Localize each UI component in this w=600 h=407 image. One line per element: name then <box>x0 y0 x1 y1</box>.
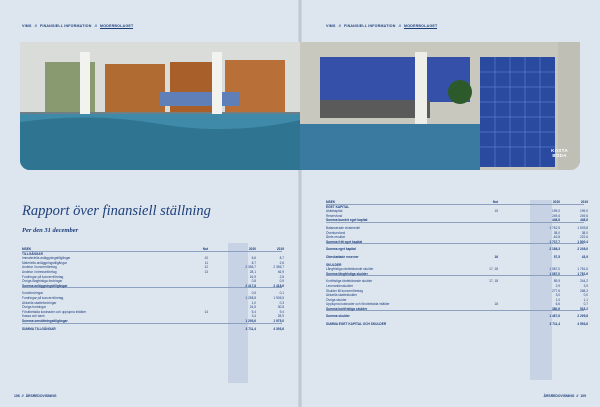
row-label: Årets resultat <box>326 235 345 240</box>
row-value-previous: 1 800,4 <box>577 239 588 244</box>
row-label: Balanserade vinstmedel <box>326 225 361 230</box>
row-label: Kundfordringar <box>22 291 44 296</box>
row-value-current: 199,0 <box>552 209 560 214</box>
row-value-previous: 1 781,6 <box>577 271 588 276</box>
row-value-previous: 1 975,0 <box>273 318 284 323</box>
row-value-current: 1 258,8 <box>245 295 256 300</box>
row-value-previous: 199,0 <box>580 209 588 214</box>
row-label: Förutbetalda kostnader och upplupna intäkter <box>22 309 87 314</box>
row-note: 13 <box>204 269 208 274</box>
year-header-current: 2020 <box>248 247 256 251</box>
row-value-previous: 38,0 <box>581 230 588 235</box>
row-label: Reservfond <box>326 213 343 218</box>
row-value-previous: 1 905,5 <box>273 295 284 300</box>
row-value-previous: 448,6 <box>580 218 588 223</box>
row-note: 15 <box>494 209 498 214</box>
row-value-current: 3,4 <box>251 314 256 319</box>
assets-table <box>22 247 282 331</box>
row-value-current: 380,6 <box>552 306 560 311</box>
note-header: Not <box>202 247 208 251</box>
row-value-previous: 518,2 <box>580 306 588 311</box>
row-label: Kassa och bank <box>22 314 45 319</box>
row-label: Övriga skulder <box>326 297 347 302</box>
pool-photo-image <box>20 42 580 170</box>
row-label: Upplupna kostnader och förutbetalda intäkter <box>326 302 390 307</box>
row-value-current: 1,0 <box>251 300 256 305</box>
header-left: VIMS // FINANSIELL INFORMATION // MODERBOLAGET <box>22 24 134 28</box>
row-label: Skulder till koncernföretag <box>326 288 363 293</box>
footer-title: ÅRSREDOVISNING <box>25 394 57 398</box>
row-value-current: 8,7 <box>251 260 256 265</box>
unit-header: MSEK <box>22 247 32 251</box>
row-value-previous: 2,6 <box>279 260 284 265</box>
row-note: 12 <box>204 265 208 270</box>
row-value-previous: 4 393,6 <box>273 326 284 331</box>
row-label: TILLGÅNGAR <box>22 251 43 256</box>
row-label: Immateriella anläggningstillgångar <box>22 256 71 261</box>
row-label: Obeskattade reserver <box>326 254 359 259</box>
row-value-previous: 0,7 <box>583 302 588 307</box>
header-brand: VIMS <box>326 24 336 28</box>
row-value-previous: 222,6 <box>580 235 588 240</box>
header-section: FINANSIELL INFORMATION <box>40 24 92 28</box>
row-note: 11 <box>204 260 208 265</box>
row-label: SUMMA EGET KAPITAL OCH SKULDER <box>326 322 387 327</box>
row-value-current: 1 087,0 <box>549 271 560 276</box>
header-highlight: MODERBOLAGET <box>404 24 438 28</box>
row-value-current: 3 711,4 <box>245 326 256 331</box>
row-value-current: 6,6 <box>555 302 560 307</box>
row-value-previous: 1 781,6 <box>577 267 588 272</box>
row-note: 17, 18 <box>489 279 498 284</box>
header-brand: VIMS <box>22 24 32 28</box>
year-header-previous: 2019 <box>580 200 588 204</box>
year-header-current: 2020 <box>552 200 560 204</box>
row-value-previous: 2 418,6 <box>273 283 284 288</box>
row-label: Summa anläggningstillgångar <box>22 283 68 288</box>
row-value-current: 1 087,0 <box>549 267 560 272</box>
row-label: Leverantörsskulder <box>326 283 354 288</box>
row-note: 18 <box>494 302 498 307</box>
row-label: Andelar i intresseföretag <box>22 269 57 274</box>
row-label: Kortfristiga räntebärande skulder <box>326 279 373 284</box>
page-number: 108 <box>14 394 20 398</box>
row-label: Övriga långfristiga fordringar <box>22 279 63 284</box>
row-label: Aktuella skattefordringar <box>22 300 57 305</box>
row-value-previous: 28,9 <box>277 314 284 319</box>
row-note: 16 <box>494 254 498 259</box>
report-title: Rapport över finansiell ställning <box>22 203 211 219</box>
row-value-current: 5,4 <box>251 309 256 314</box>
row-value-current: 16,9 <box>249 274 256 279</box>
row-label: Summa eget kapital <box>326 247 356 252</box>
row-value-previous: 3,9 <box>583 283 588 288</box>
row-value-previous: 2,8 <box>279 274 284 279</box>
row-label: Långfristiga räntebärande skulder <box>326 267 374 272</box>
row-value-previous: 1,1 <box>583 297 588 302</box>
row-value-current: 3 711,4 <box>549 322 560 327</box>
row-label: EGET KAPITAL <box>326 204 350 209</box>
row-label: Aktiekapital <box>326 209 343 214</box>
page-number: 109 <box>580 394 586 398</box>
header-highlight: MODERBOLAGET <box>100 24 134 28</box>
row-value-current: 249,6 <box>552 213 560 218</box>
row-label: Summa fritt eget kapital <box>326 239 363 244</box>
row-value-current: 57,5 <box>553 254 560 259</box>
row-label: Fordringar på koncernföretag <box>22 274 64 279</box>
footer-right: ÅRSREDOVISNING // 109 <box>543 394 586 398</box>
row-value-previous: 9,4 <box>279 309 284 314</box>
row-label: SUMMA TILLGÅNGAR <box>22 326 56 331</box>
row-value-current: 1,0 <box>555 297 560 302</box>
kosta-boda-logo: KOSTA BODA <box>551 148 568 158</box>
footer-left: 108 // ÅRSREDOVISNING <box>14 394 57 398</box>
row-value-current: 0,8 <box>251 279 256 284</box>
row-label: Överkursfond <box>326 230 346 235</box>
row-note: 14 <box>204 309 208 314</box>
row-label: Summa bundet eget kapital <box>326 218 368 223</box>
row-value-current: 277,5 <box>552 288 560 293</box>
row-label: Summa omsättningstillgångar <box>22 318 68 323</box>
row-value-previous: 4 593,6 <box>577 322 588 327</box>
report-subtitle: Per den 31 december <box>22 227 79 234</box>
row-label: Materiella anläggningstillgångar <box>22 260 67 265</box>
row-value-current: 28,1 <box>249 269 256 274</box>
row-value-current: 0,5 <box>251 291 256 296</box>
row-value-current: 2,9 <box>555 283 560 288</box>
row-value-current: 2 417,8 <box>245 283 256 288</box>
row-value-previous: 268,3 <box>580 288 588 293</box>
row-value-previous: 8,7 <box>279 256 284 261</box>
row-label: Övriga fordringar <box>22 305 46 310</box>
row-value-current: 1 467,6 <box>549 314 560 319</box>
row-value-previous: 244,2 <box>580 279 588 284</box>
row-value-previous: 46,9 <box>277 269 284 274</box>
row-label: SKULDER <box>326 262 342 267</box>
row-value-previous: 30,8 <box>277 305 284 310</box>
row-label: Aktuella skatteskulder <box>326 293 358 298</box>
row-value-previous: 1 539,8 <box>577 225 588 230</box>
row-value-current: 2 356,7 <box>245 265 256 270</box>
row-value-current: 38,0 <box>553 230 560 235</box>
row-value-previous: 0,0 <box>583 293 588 298</box>
row-value-current: 2 186,3 <box>549 247 560 252</box>
footer-title: ÅRSREDOVISNING <box>543 394 575 398</box>
pool-photo <box>20 42 580 170</box>
row-value-previous: 249,6 <box>580 213 588 218</box>
row-value-previous: 0,3 <box>279 300 284 305</box>
row-value-previous: 2 299,8 <box>577 314 588 319</box>
row-label: Fordringar på koncernföretag <box>22 295 64 300</box>
header-right: VIMS // FINANSIELL INFORMATION // MODERBOLAGET <box>326 24 438 28</box>
row-value-current: 24,5 <box>249 305 256 310</box>
row-label: Summa skulder <box>326 314 350 319</box>
row-value-current: 1 293,6 <box>245 318 256 323</box>
note-header: Not <box>492 200 498 204</box>
row-value-current: 89,5 <box>553 279 560 284</box>
row-note: 10 <box>204 256 208 261</box>
row-label: Summa kortfristiga skulder <box>326 306 368 311</box>
row-label: Summa långfristiga skulder <box>326 271 368 276</box>
row-value-previous: 2 356,7 <box>273 265 284 270</box>
unit-header: MSEK <box>326 200 336 204</box>
row-note: 17, 18 <box>489 267 498 272</box>
row-value-previous: 0,9 <box>279 279 284 284</box>
row-value-current: 1 762,5 <box>549 225 560 230</box>
table-row <box>326 322 588 327</box>
row-value-current: 448,6 <box>552 218 560 223</box>
row-value-current: 6,6 <box>251 256 256 261</box>
row-value-current: -62,8 <box>552 235 560 240</box>
row-value-current: 1 737,7 <box>549 239 560 244</box>
row-value-current: 3,0 <box>555 293 560 298</box>
row-value-previous: 2 249,0 <box>577 247 588 252</box>
equity-liabilities-table <box>326 200 588 327</box>
row-value-previous: 0,1 <box>279 291 284 296</box>
row-label: Andelar i koncernföretag <box>22 265 57 270</box>
year-header-previous: 2019 <box>276 247 284 251</box>
header-section: FINANSIELL INFORMATION <box>344 24 396 28</box>
table-row <box>22 327 282 332</box>
row-value-previous: 43,9 <box>581 254 588 259</box>
